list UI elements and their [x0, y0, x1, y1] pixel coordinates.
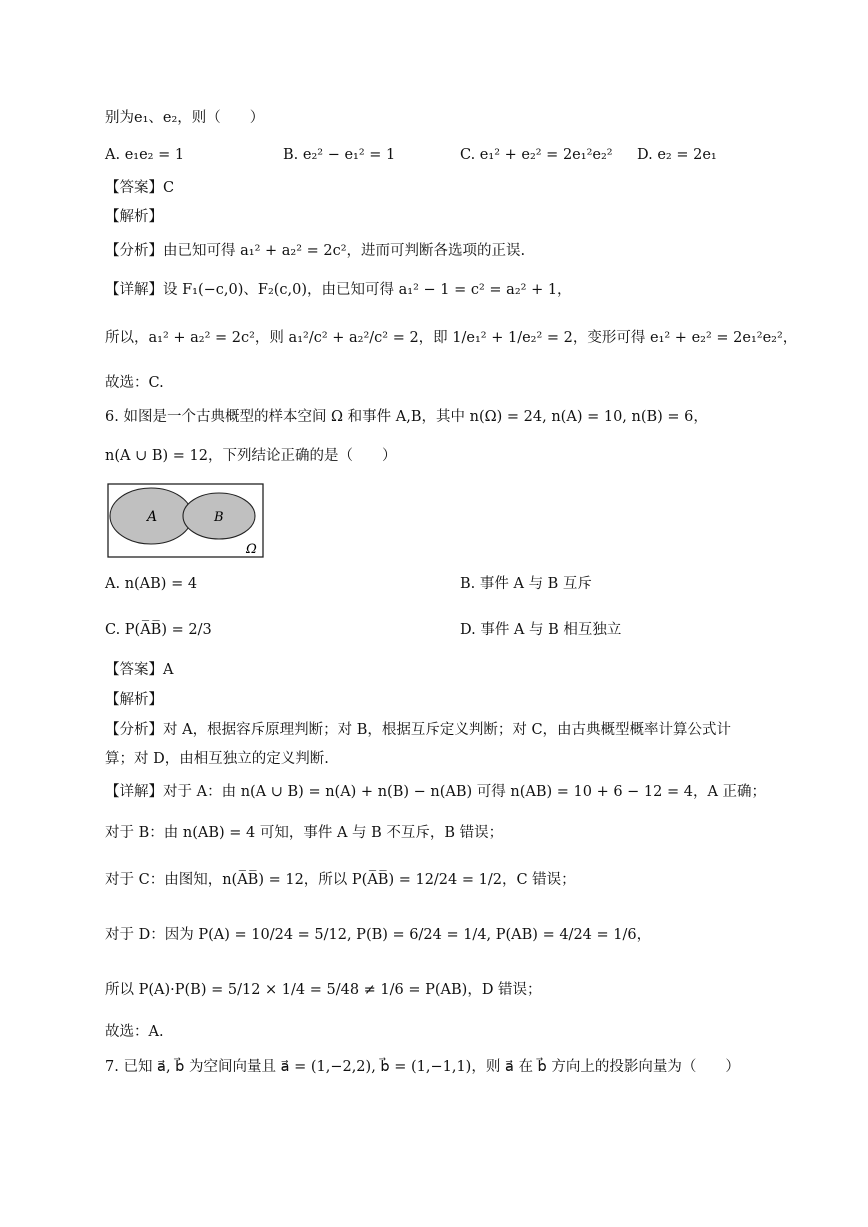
- q6-analysis-fenxi-line2: 算；对 D，由相互独立的定义判断.: [105, 751, 329, 767]
- q6-stem-line1: 6. 如图是一个古典概型的样本空间 Ω 和事件 A,B，其中 n(Ω) = 24, n(A) = 10, n(B) = 6，: [105, 409, 708, 425]
- venn-diagram: [107, 483, 264, 558]
- q5-analysis-detail: 【详解】设 F₁(−c,0)、F₂(c,0)，由已知可得 a₁² − 1 = c² = a₂² + 1，: [105, 282, 572, 298]
- label-a: A: [147, 509, 158, 525]
- label-b: B: [214, 510, 224, 525]
- q5-analysis-heading: 【解析】: [105, 209, 163, 225]
- q6-answer: 【答案】A: [105, 662, 174, 678]
- q5-option-d: D. e₂ = 2e₁: [637, 147, 717, 163]
- q5-answer: 【答案】C: [105, 180, 175, 196]
- q5-analysis-step2: 所以，a₁² + a₂² = 2c²，则 a₁²/c² + a₂²/c² = 2，即 1/e₁² + 1/e₂² = 2，变形可得 e₁² + e₂² = 2e₁²e₂²，: [105, 330, 798, 346]
- q6-option-b: B. 事件 A 与 B 互斥: [460, 576, 592, 592]
- q6-analysis-fenxi-line1: 【分析】对 A，根据容斥原理判断；对 B，根据互斥定义判断；对 C，由古典概型概率计算公式计: [105, 722, 732, 738]
- q6-option-d: D. 事件 A 与 B 相互独立: [460, 622, 622, 638]
- q6-conclusion: 故选：A.: [105, 1024, 164, 1040]
- q6-option-c: C. P(A̅B̅) = 2/3: [105, 622, 212, 638]
- q5-stem-tail: 别为e₁、e₂，则（ ）: [105, 110, 265, 126]
- q5-option-a: A. e₁e₂ = 1: [105, 147, 185, 163]
- q6-detail-a: 【详解】对于 A：由 n(A ∪ B) = n(A) + n(B) − n(AB) 可得 n(AB) = 10 + 6 − 12 = 4，A 正确；: [105, 784, 767, 800]
- q7-stem: 7. 已知 a⃗, b⃗ 为空间向量且 a⃗ = (1,−2,2), b⃗ = (1,−1,1)，则 a⃗ 在 b⃗ 方向上的投影向量为（ ）: [105, 1059, 740, 1075]
- q6-detail-c: 对于 C：由图知，n(A̅B̅) = 12，所以 P(A̅B̅) = 12/24 = 1/2，C 错误；: [105, 872, 576, 888]
- q5-conclusion: 故选：C.: [105, 375, 164, 391]
- q6-detail-b: 对于 B：由 n(AB) = 4 可知，事件 A 与 B 不互斥，B 错误；: [105, 825, 504, 841]
- q6-stem-line2: n(A ∪ B) = 12，下列结论正确的是（ ）: [105, 448, 397, 464]
- q6-detail-d: 对于 D：因为 P(A) = 10/24 = 5/12, P(B) = 6/24 = 1/4, P(AB) = 4/24 = 1/6，: [105, 927, 652, 943]
- q6-detail-d2: 所以 P(A)·P(B) = 5/12 × 1/4 = 5/48 ≠ 1/6 = P(AB)，D 错误；: [105, 982, 542, 998]
- q5-option-b: B. e₂² − e₁² = 1: [283, 147, 396, 163]
- q5-analysis-fenxi: 【分析】由已知可得 a₁² + a₂² = 2c²，进而可判断各选项的正误.: [105, 243, 526, 259]
- q6-option-a: A. n(AB) = 4: [105, 576, 198, 592]
- label-omega: Ω: [246, 542, 257, 557]
- q6-analysis-heading: 【解析】: [105, 692, 163, 708]
- q5-option-c: C. e₁² + e₂² = 2e₁²e₂²: [460, 147, 613, 163]
